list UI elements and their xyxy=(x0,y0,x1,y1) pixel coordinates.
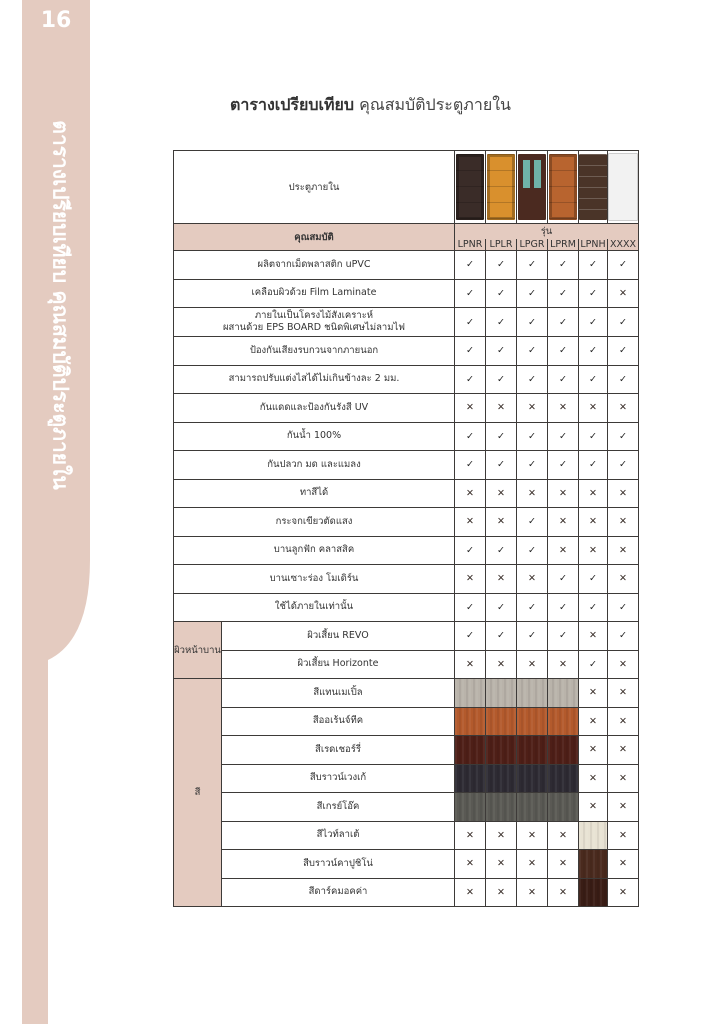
check-icon: ✓ xyxy=(548,251,579,280)
cross-icon: ✕ xyxy=(579,764,608,793)
cross-icon: ✕ xyxy=(548,850,579,879)
check-icon: ✓ xyxy=(579,251,608,280)
feature-row xyxy=(174,565,639,594)
check-icon: ✓ xyxy=(455,536,486,565)
door-image-cell xyxy=(608,151,639,224)
check-icon: ✓ xyxy=(455,365,486,394)
check-icon: ✓ xyxy=(608,251,639,280)
cross-icon: ✕ xyxy=(517,878,548,907)
check-icon: ✓ xyxy=(486,593,517,622)
cross-icon: ✕ xyxy=(608,394,639,423)
color-row xyxy=(174,878,639,907)
color-group-label: สี xyxy=(174,679,222,907)
color-row xyxy=(174,850,639,879)
check-icon: ✓ xyxy=(517,622,548,651)
color-row xyxy=(174,679,639,708)
check-icon: ✓ xyxy=(455,622,486,651)
color-swatch xyxy=(455,679,486,708)
cross-icon: ✕ xyxy=(455,850,486,879)
color-swatch xyxy=(455,793,486,822)
color-swatch xyxy=(548,764,579,793)
color-swatch xyxy=(579,878,608,907)
cross-icon: ✕ xyxy=(517,565,548,594)
cross-icon: ✕ xyxy=(579,679,608,708)
cross-icon: ✕ xyxy=(486,878,517,907)
check-icon: ✓ xyxy=(486,279,517,308)
feature-label: บานเซาะร่อง โมเดิร์น xyxy=(174,565,455,594)
door-image xyxy=(518,154,546,220)
cross-icon: ✕ xyxy=(608,707,639,736)
surface-group-label: ผิวหน้าบาน xyxy=(174,622,222,679)
cross-icon: ✕ xyxy=(579,622,608,651)
cross-icon: ✕ xyxy=(579,479,608,508)
feature-label: กันน้ำ 100% xyxy=(174,422,455,451)
door-image-row xyxy=(174,151,639,224)
cross-icon: ✕ xyxy=(608,650,639,679)
cross-icon: ✕ xyxy=(517,821,548,850)
check-icon: ✓ xyxy=(608,622,639,651)
check-icon: ✓ xyxy=(486,622,517,651)
color-row xyxy=(174,707,639,736)
feature-label: ป้องกันเสียงรบกวนจากภายนอก xyxy=(174,337,455,366)
check-icon: ✓ xyxy=(517,508,548,537)
color-swatch xyxy=(517,736,548,765)
color-swatch xyxy=(455,707,486,736)
color-swatch xyxy=(486,679,517,708)
property-header-row xyxy=(174,224,639,240)
feature-label: เคลือบผิวด้วย Film Laminate xyxy=(174,279,455,308)
cross-icon: ✕ xyxy=(486,850,517,879)
check-icon: ✓ xyxy=(579,650,608,679)
cross-icon: ✕ xyxy=(608,679,639,708)
cross-icon: ✕ xyxy=(548,821,579,850)
cross-icon: ✕ xyxy=(486,394,517,423)
cross-icon: ✕ xyxy=(486,565,517,594)
color-swatch xyxy=(548,679,579,708)
comparison-table xyxy=(173,150,639,907)
check-icon: ✓ xyxy=(548,565,579,594)
color-swatch xyxy=(455,764,486,793)
check-icon: ✓ xyxy=(608,337,639,366)
check-icon: ✓ xyxy=(548,451,579,480)
cross-icon: ✕ xyxy=(608,878,639,907)
check-icon: ✓ xyxy=(548,365,579,394)
cross-icon: ✕ xyxy=(608,850,639,879)
feature-row xyxy=(174,593,639,622)
cross-icon: ✕ xyxy=(486,650,517,679)
feature-label: ใช้ได้ภายในเท่านั้น xyxy=(174,593,455,622)
cross-icon: ✕ xyxy=(579,394,608,423)
check-icon: ✓ xyxy=(579,279,608,308)
feature-row xyxy=(174,251,639,280)
cross-icon: ✕ xyxy=(455,878,486,907)
color-label: สีแทนเมเปิ้ล xyxy=(222,679,455,708)
color-label: สีออเร้นจ์ทีค xyxy=(222,707,455,736)
color-swatch xyxy=(455,736,486,765)
check-icon: ✓ xyxy=(455,337,486,366)
cross-icon: ✕ xyxy=(548,878,579,907)
feature-row xyxy=(174,422,639,451)
door-image xyxy=(608,153,638,221)
door-image xyxy=(579,154,607,220)
color-swatch xyxy=(548,793,579,822)
door-image-cell xyxy=(517,151,548,224)
cross-icon: ✕ xyxy=(548,536,579,565)
feature-row xyxy=(174,508,639,537)
side-title xyxy=(40,70,80,540)
check-icon: ✓ xyxy=(548,337,579,366)
check-icon: ✓ xyxy=(608,308,639,337)
check-icon: ✓ xyxy=(548,593,579,622)
feature-row xyxy=(174,479,639,508)
cross-icon: ✕ xyxy=(608,479,639,508)
cross-icon: ✕ xyxy=(579,508,608,537)
check-icon: ✓ xyxy=(517,536,548,565)
page-title-bold: ตารางเปรียบเทียบ xyxy=(230,95,355,114)
cross-icon: ✕ xyxy=(608,764,639,793)
color-swatch xyxy=(486,736,517,765)
property-header: คุณสมบัติ xyxy=(174,224,455,251)
cross-icon: ✕ xyxy=(608,793,639,822)
check-icon: ✓ xyxy=(608,593,639,622)
cross-icon: ✕ xyxy=(455,508,486,537)
check-icon: ✓ xyxy=(455,593,486,622)
cross-icon: ✕ xyxy=(579,536,608,565)
door-image xyxy=(487,154,515,220)
color-swatch xyxy=(517,793,548,822)
cross-icon: ✕ xyxy=(608,279,639,308)
cross-icon: ✕ xyxy=(455,821,486,850)
cross-icon: ✕ xyxy=(517,650,548,679)
cross-icon: ✕ xyxy=(455,565,486,594)
check-icon: ✓ xyxy=(455,422,486,451)
feature-row xyxy=(174,308,639,337)
check-icon: ✓ xyxy=(486,365,517,394)
check-icon: ✓ xyxy=(517,593,548,622)
door-image xyxy=(456,154,484,220)
cross-icon: ✕ xyxy=(455,479,486,508)
color-swatch xyxy=(548,707,579,736)
color-row xyxy=(174,736,639,765)
feature-label: กันแดดและป้องกันรังสี UV xyxy=(174,394,455,423)
door-image xyxy=(549,154,577,220)
cross-icon: ✕ xyxy=(486,479,517,508)
check-icon: ✓ xyxy=(608,365,639,394)
model-code: LPLR xyxy=(486,239,517,251)
check-icon: ✓ xyxy=(517,308,548,337)
color-row xyxy=(174,821,639,850)
check-icon: ✓ xyxy=(608,451,639,480)
check-icon: ✓ xyxy=(486,337,517,366)
feature-row xyxy=(174,365,639,394)
check-icon: ✓ xyxy=(517,279,548,308)
check-icon: ✓ xyxy=(548,622,579,651)
color-swatch xyxy=(579,850,608,879)
feature-label: ภายในเป็นโครงไม้สังเคราะห์ ผสานด้วย EPS BOARD ชนิดพิเศษไม่ลามไฟ xyxy=(174,308,455,337)
color-swatch xyxy=(517,707,548,736)
color-swatch xyxy=(548,736,579,765)
color-swatch xyxy=(486,793,517,822)
feature-row xyxy=(174,337,639,366)
cross-icon: ✕ xyxy=(579,793,608,822)
door-image-cell xyxy=(579,151,608,224)
check-icon: ✓ xyxy=(579,308,608,337)
cross-icon: ✕ xyxy=(517,479,548,508)
color-label: สีเกรย์โอ๊ค xyxy=(222,793,455,822)
page-title xyxy=(230,93,511,118)
model-code: LPNH xyxy=(580,239,606,250)
check-icon: ✓ xyxy=(455,251,486,280)
check-icon: ✓ xyxy=(579,365,608,394)
feature-label: บานลูกฟัก คลาสสิค xyxy=(174,536,455,565)
cross-icon: ✕ xyxy=(548,508,579,537)
feature-label: กระจกเขียวตัดแสง xyxy=(174,508,455,537)
feature-label: กันปลวก มด และแมลง xyxy=(174,451,455,480)
color-label: สีเรดเชอร์รี่ xyxy=(222,736,455,765)
cross-icon: ✕ xyxy=(517,394,548,423)
check-icon: ✓ xyxy=(517,365,548,394)
feature-row xyxy=(174,451,639,480)
check-icon: ✓ xyxy=(548,308,579,337)
cross-icon: ✕ xyxy=(455,650,486,679)
cross-icon: ✕ xyxy=(608,508,639,537)
side-title-text: ตารางเปรียบเทียบ คุณสมบัติประตูภายใน xyxy=(48,120,73,490)
check-icon: ✓ xyxy=(608,422,639,451)
cross-icon: ✕ xyxy=(486,821,517,850)
check-icon: ✓ xyxy=(517,337,548,366)
check-icon: ✓ xyxy=(486,308,517,337)
color-label: สีไวท์ลาเต้ xyxy=(222,821,455,850)
check-icon: ✓ xyxy=(579,451,608,480)
cross-icon: ✕ xyxy=(608,821,639,850)
color-swatch xyxy=(486,707,517,736)
model-code: XXXX xyxy=(608,239,639,251)
color-swatch xyxy=(579,821,608,850)
surface-row xyxy=(174,622,639,651)
check-icon: ✓ xyxy=(579,565,608,594)
check-icon: ✓ xyxy=(579,422,608,451)
cross-icon: ✕ xyxy=(608,536,639,565)
surface-row xyxy=(174,650,639,679)
page-number: 16 xyxy=(40,8,72,33)
cross-icon: ✕ xyxy=(548,479,579,508)
check-icon: ✓ xyxy=(486,422,517,451)
model-code: LPNR xyxy=(455,239,486,251)
check-icon: ✓ xyxy=(517,251,548,280)
color-label: สีบราวน์คาปูชิโน่ xyxy=(222,850,455,879)
cross-icon: ✕ xyxy=(608,565,639,594)
color-swatch xyxy=(517,679,548,708)
model-code: LPGR xyxy=(517,239,548,251)
color-swatch xyxy=(517,764,548,793)
check-icon: ✓ xyxy=(486,451,517,480)
product-header: ประตูภายใน xyxy=(174,151,455,224)
feature-label: สามารถปรับแต่งไสได้ไม่เกินข้างละ 2 มม. xyxy=(174,365,455,394)
check-icon: ✓ xyxy=(455,279,486,308)
check-icon: ✓ xyxy=(486,251,517,280)
feature-label: ทาสีได้ xyxy=(174,479,455,508)
cross-icon: ✕ xyxy=(579,707,608,736)
color-label: สีดาร์คมอคค่า xyxy=(222,878,455,907)
color-label: สีบราวน์เวงเก้ xyxy=(222,764,455,793)
check-icon: ✓ xyxy=(486,536,517,565)
feature-row xyxy=(174,279,639,308)
color-swatch xyxy=(486,764,517,793)
cross-icon: ✕ xyxy=(548,394,579,423)
check-icon: ✓ xyxy=(548,422,579,451)
surface-label: ผิวเสี้ยน Horizonte xyxy=(222,650,455,679)
check-icon: ✓ xyxy=(455,308,486,337)
page-title-rest: คุณสมบัติประตูภายใน xyxy=(354,95,511,114)
door-image-cell xyxy=(455,151,486,224)
cross-icon: ✕ xyxy=(579,736,608,765)
cross-icon: ✕ xyxy=(608,736,639,765)
door-image-cell xyxy=(548,151,579,224)
series-label: รุ่น xyxy=(455,224,639,240)
feature-row xyxy=(174,394,639,423)
color-row xyxy=(174,793,639,822)
check-icon: ✓ xyxy=(548,279,579,308)
model-code: LPRM xyxy=(548,239,579,251)
color-row xyxy=(174,764,639,793)
check-icon: ✓ xyxy=(579,593,608,622)
cross-icon: ✕ xyxy=(486,508,517,537)
cross-icon: ✕ xyxy=(548,650,579,679)
cross-icon: ✕ xyxy=(455,394,486,423)
door-image-cell xyxy=(486,151,517,224)
surface-label: ผิวเสี้ยน REVO xyxy=(222,622,455,651)
check-icon: ✓ xyxy=(455,451,486,480)
feature-row xyxy=(174,536,639,565)
check-icon: ✓ xyxy=(517,422,548,451)
check-icon: ✓ xyxy=(517,451,548,480)
cross-icon: ✕ xyxy=(517,850,548,879)
check-icon: ✓ xyxy=(579,337,608,366)
feature-label: ผลิตจากเม็ดพลาสติก uPVC xyxy=(174,251,455,280)
